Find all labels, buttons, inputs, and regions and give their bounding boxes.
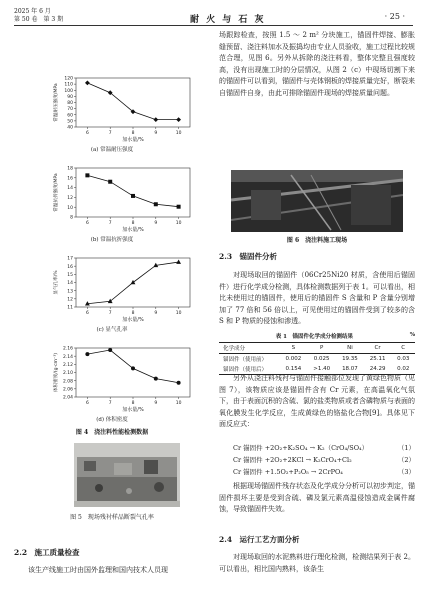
x-tick-label: 8: [131, 311, 135, 316]
section-2-3-heading: 2.3 锚固件分析: [219, 252, 278, 261]
table-cell: 锚固件（使用前）: [223, 357, 268, 363]
table-cell: 0.02: [397, 366, 410, 372]
table-header: C: [401, 345, 406, 351]
y-tick-label: 8: [70, 215, 73, 221]
x-tick-label: 6: [85, 221, 89, 226]
figure-5-caption: 图 5 现场残衬样品断裂气孔率: [70, 514, 154, 521]
table-header: 化学成分: [223, 346, 246, 352]
y-tick-label: 15: [67, 272, 73, 278]
journal-title: 耐 火 与 石 灰: [190, 15, 266, 25]
page-number: · 25 ·: [384, 12, 405, 21]
issue-date: 2025 年 6 月: [14, 8, 51, 15]
equation-number: （2）: [397, 456, 415, 464]
x-tick-label: 7: [108, 311, 112, 316]
data-point: [85, 173, 89, 177]
table-1-title: 表 1 锚固件化学成分检测结果: [275, 334, 353, 340]
section-2-2-text: 场跟踪检查，按照 1.5 ～ 2 m² 分块施工，锚固件焊接、膨胀缝预留、浇注料加水及振捣均由专业人员验收，施工过程比较规范合理，见图 6。另外从拆除的浇注料看，整体完整且强度较高，没有出现施工时的分层情况，从图 2（c）中现场切割下来的锚固件可以看到，锚固件与壳体钢板的焊接质量完好，断裂来自锚固件自身，由此可排除锚固件现场的焊接质量问题。: [219, 31, 415, 97]
y-tick-label: 2.04: [62, 395, 73, 401]
y-tick-label: 50: [67, 119, 73, 125]
x-axis-label: 加水量/%: [122, 317, 144, 323]
y-tick-label: 16: [67, 176, 73, 182]
y-tick-label: 11: [67, 305, 73, 311]
table-row: [219, 354, 415, 365]
y-tick-label: 120: [64, 76, 73, 82]
equation-1: [233, 443, 415, 452]
table-cell: 19.35: [342, 356, 358, 362]
data-point: [153, 117, 158, 122]
construction-site-photo: [231, 170, 403, 232]
y-tick-label: 70: [67, 107, 73, 113]
data-point: [176, 259, 181, 263]
x-tick-label: 6: [85, 311, 89, 316]
data-point: [85, 81, 90, 86]
x-tick-label: 9: [154, 221, 158, 226]
x-tick-label: 7: [108, 131, 112, 136]
table-header: P: [319, 345, 324, 351]
equation-text: Cr 锚固件 +1.5O₂+P₂O₅ → 2CrPO₄: [233, 468, 343, 476]
series-line: [87, 175, 178, 206]
equation-3: [233, 467, 415, 476]
table-1-grid: [219, 342, 415, 375]
data-point: [131, 194, 135, 198]
x-axis-label: 加水量/%: [122, 227, 144, 233]
chart-a-caption: (a) 常温耐压强度: [90, 147, 134, 153]
x-tick-label: 10: [175, 131, 182, 136]
y-tick-label: 40: [67, 125, 73, 131]
table-cell: 25.11: [369, 356, 386, 362]
data-point: [177, 205, 181, 209]
issue-volume: 第 50 卷 第 3 期: [14, 16, 64, 23]
y-axis-label: 常温抗折强度/MPa: [54, 173, 59, 212]
section-2-4-heading: 2.4 运行工艺方面分析: [219, 535, 300, 544]
issue-info: [14, 8, 63, 24]
data-point: [85, 352, 89, 356]
y-tick-label: 16: [67, 264, 73, 270]
chart-c-caption: (c) 显气孔率: [96, 327, 128, 333]
table-1-unit: %: [409, 332, 415, 338]
data-point: [131, 280, 136, 284]
y-tick-label: 12: [67, 196, 73, 201]
x-tick-label: 9: [154, 311, 158, 316]
chart-bulk-density: [14, 345, 210, 413]
table-cell: 锚固件（使用后）: [223, 367, 268, 373]
section-2-2-text-start: 该生产线施工时由国外监理和国内技术人员现: [28, 566, 168, 574]
data-point: [176, 117, 181, 122]
x-axis-label: 加水量/%: [122, 407, 144, 413]
data-point: [177, 381, 181, 385]
figure-4-caption: 图 4 浇注料性能检测数据: [75, 429, 149, 436]
y-axis-label: 显气孔率/%: [54, 270, 59, 295]
chart-d-caption: (d) 体积密度: [96, 417, 128, 423]
table-cell: 0.154: [285, 366, 302, 372]
table-header: Ni: [347, 345, 353, 351]
section-2-4-text: 对现场取回的水泥熟料进行理化检测，检测结果列于表 2。可以看出，相比国内熟料，该条生: [219, 553, 415, 573]
y-tick-label: 2.06: [62, 387, 73, 393]
table-header: Cr: [374, 345, 381, 351]
table-1: [219, 332, 415, 375]
x-tick-label: 10: [175, 221, 182, 226]
y-tick-label: 13: [67, 289, 73, 295]
table-cell: 0.025: [313, 356, 330, 362]
y-tick-label: 100: [64, 88, 73, 94]
chart-apparent-porosity: [14, 255, 210, 323]
y-tick-label: 60: [67, 113, 73, 119]
x-tick-label: 7: [108, 401, 112, 406]
y-axis-label: 常温耐压强度/MPa: [54, 83, 59, 122]
data-point: [108, 299, 113, 303]
section-2-2-heading: 2.2 施工质量检查: [14, 548, 80, 557]
y-tick-label: 2.08: [62, 379, 73, 385]
y-tick-label: 2.12: [62, 362, 73, 368]
table-cell: 0.03: [397, 356, 410, 362]
x-axis-label: 加水量/%: [122, 137, 144, 143]
x-tick-label: 10: [175, 311, 182, 316]
data-point: [131, 366, 135, 370]
x-tick-label: 9: [154, 401, 158, 406]
y-tick-label: 14: [67, 186, 73, 192]
y-axis-label: 体积密度/(g·cm⁻³): [54, 352, 59, 393]
section-2-3-text: 对现场取回的锚固件（06Cr25Ni20 材质，含使用后锚固件）进行化学成分检测，具体检测数据列于表 1。可以看出，相比未使用过的锚固件，使用后的锚固件 S 含量和 P 含量分别增加了 77 倍和 56 倍以上，可见使用过的锚固件受到了较多的含 S 和 P 物质的侵蚀和渗透。: [219, 271, 415, 326]
y-tick-label: 17: [67, 256, 73, 262]
y-tick-label: 80: [67, 101, 73, 107]
plot-frame: [76, 348, 190, 397]
chart-compressive-strength: [14, 75, 210, 143]
y-tick-label: 12: [67, 297, 73, 303]
y-tick-label: 2.14: [62, 354, 73, 360]
equation-number: （1）: [397, 444, 415, 452]
chart-flexural-strength: [14, 165, 210, 233]
x-tick-label: 6: [85, 131, 89, 136]
data-point: [108, 348, 112, 352]
residual-lining-photo: [74, 443, 180, 507]
y-tick-label: 10: [67, 205, 73, 211]
x-tick-label: 6: [85, 401, 89, 406]
x-tick-label: 9: [154, 131, 158, 136]
x-tick-label: 8: [131, 221, 135, 226]
y-tick-label: 90: [67, 94, 73, 100]
y-tick-label: 14: [67, 281, 73, 287]
series-line: [87, 83, 178, 120]
plot-frame: [76, 168, 190, 217]
data-point: [154, 202, 158, 206]
data-point: [154, 377, 158, 381]
x-tick-label: 10: [175, 401, 182, 406]
data-point: [108, 180, 112, 184]
x-tick-label: 8: [131, 401, 135, 406]
y-tick-label: 2.10: [62, 371, 73, 377]
x-tick-label: 7: [108, 221, 112, 226]
equation-text: Cr 锚固件 +2O₂+K₂SO₄ → K₂（CrO₄/SO₄）: [233, 444, 369, 452]
x-tick-label: 8: [131, 131, 135, 136]
y-tick-label: 110: [64, 82, 73, 88]
y-tick-label: 18: [67, 166, 73, 172]
equation-text: Cr 锚固件 +2O₂+2KCl → K₂CrO₄+Cl₂: [233, 456, 352, 464]
equation-2: [233, 455, 415, 464]
table-cell: 18.07: [342, 366, 358, 372]
equation-number: （3）: [397, 468, 415, 476]
header-rule: [14, 25, 413, 26]
section-2-3-text-c: 根据现场锚固件残存状态及化学成分分析可以初步判定，锚固件损坏主要是受到含硫、磷及氯元素高温侵蚀造成金属件腐蚀，导致锚固件失效。: [219, 482, 415, 514]
series-line: [87, 350, 178, 383]
figure-6-caption: 图 6 浇注料施工现场: [286, 237, 348, 244]
table-cell: 24.29: [369, 366, 386, 372]
chart-b-caption: (b) 常温抗折强度: [90, 237, 134, 243]
table-header: S: [291, 345, 296, 351]
table-cell: 0.002: [285, 356, 302, 362]
table-cell: >1.40: [313, 366, 331, 372]
y-tick-label: 2.16: [62, 346, 73, 352]
section-2-3-text-b: 另外从浇注料残衬与锚固件接触部位发现了黄绿色物质（见图 7），该物质应该是锚固件含有 Cr 元素，在高温氧化气氛下，由于表面沉积的含硫、氯的盐类物质或者含磷物质与表面的氧化膜发生化学反应，生成黄绿色的铬盐化合物[9]。具体见下面反应式：: [219, 374, 415, 429]
